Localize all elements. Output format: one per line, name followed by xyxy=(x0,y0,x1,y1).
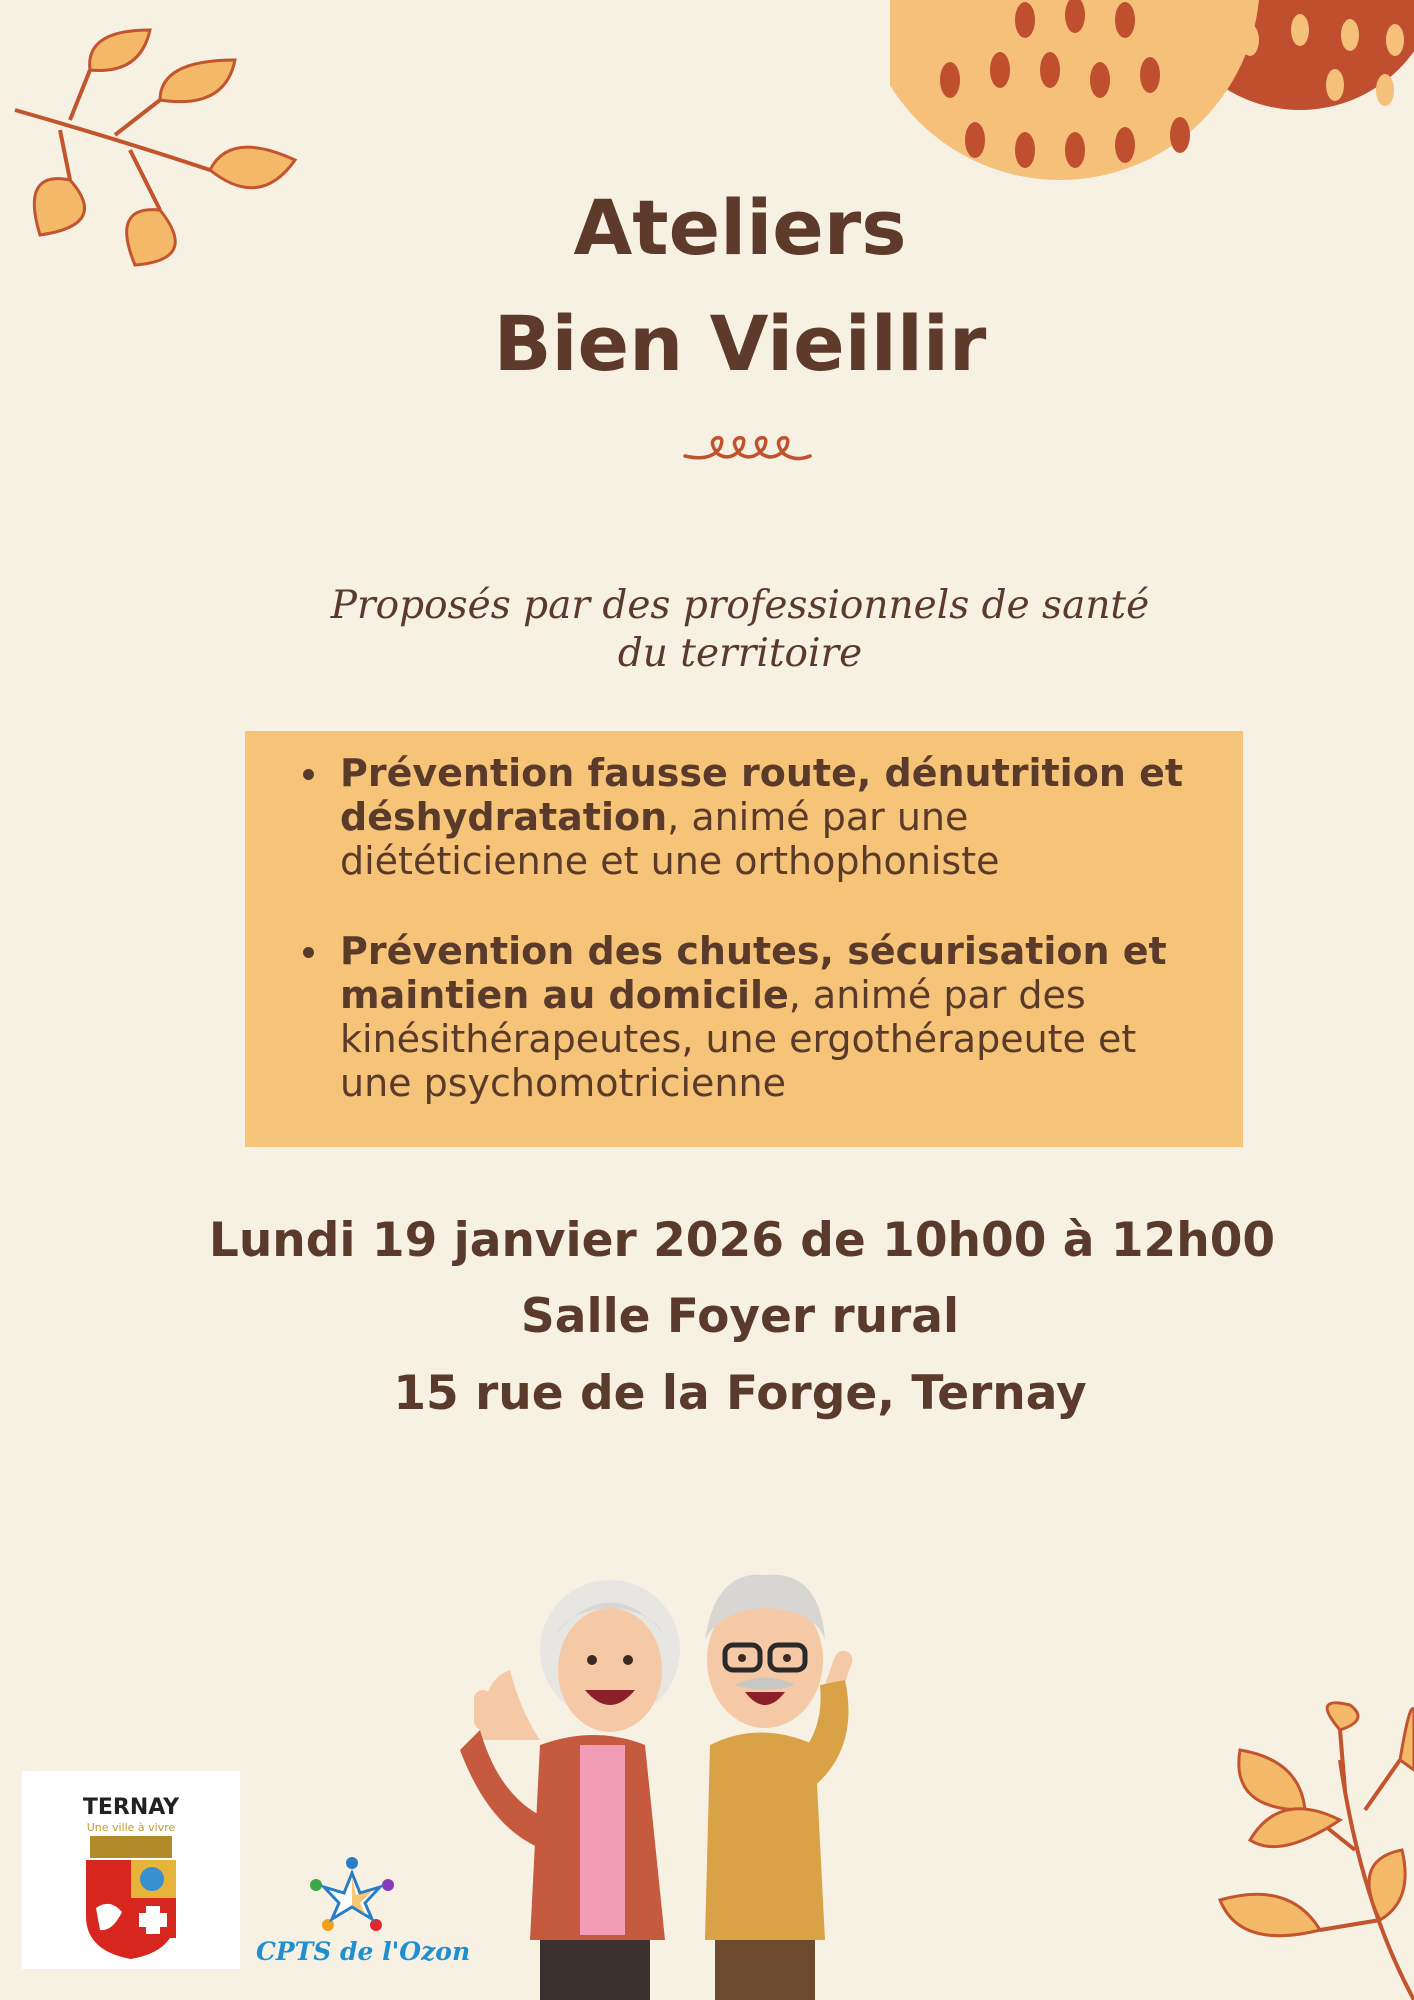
subtitle: Proposés par des professionnels de santé du territoire xyxy=(330,583,1150,676)
event-date: Lundi 19 janvier 2026 de 10h00 à 12h00 xyxy=(208,1213,1276,1268)
leaf-branch-bottom-right-icon xyxy=(1140,1700,1414,2000)
elderly-couple-illustration-icon xyxy=(420,1520,1000,2000)
workshop-item-1 xyxy=(340,751,1200,883)
workshop-2-title: Prévention des chutes, sécurisation et maintien au domicile xyxy=(340,929,1167,1017)
workshop-item-2 xyxy=(340,929,1200,1105)
workshop-2-detail: , animé par des kinésithérapeutes, une ergothérapeute et une psychomotricienne xyxy=(340,973,1137,1105)
workshops-box xyxy=(245,731,1243,1147)
ternay-name: TERNAY xyxy=(82,1795,180,1820)
ternay-tagline: Une ville à vivre xyxy=(86,1821,176,1834)
workshops-list xyxy=(245,731,1243,1105)
ternay-coat-of-arms-icon xyxy=(82,1836,180,1961)
ternay-logo xyxy=(22,1771,240,1969)
swirl-divider-icon xyxy=(680,428,815,468)
title-line-1: Ateliers xyxy=(573,183,907,272)
event-address: 15 rue de la Forge, Ternay xyxy=(393,1366,1087,1421)
cpts-name: CPTS de l'Ozon xyxy=(256,1937,471,1966)
dotted-circles-decoration-icon xyxy=(890,0,1414,190)
workshop-1-detail: , animé par une diététicienne et une orthophoniste xyxy=(340,795,1000,883)
title-line-2: Bien Vieillir xyxy=(493,299,987,388)
cpts-star-icon xyxy=(310,1855,395,1933)
event-venue: Salle Foyer rural xyxy=(520,1289,960,1344)
workshop-1-title: Prévention fausse route, dénutrition et déshydratation xyxy=(340,751,1184,839)
